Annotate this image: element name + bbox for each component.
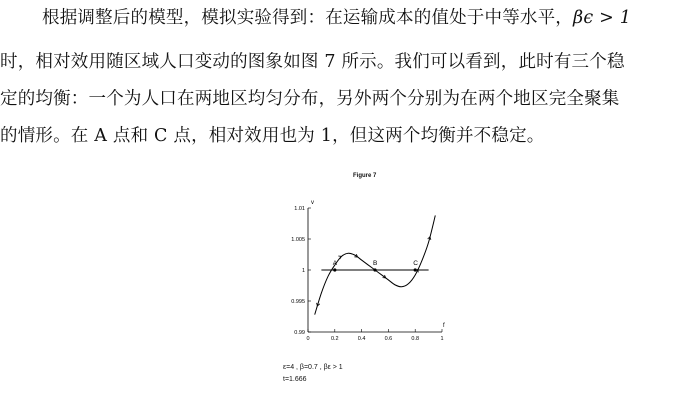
- y-tick-label: 1.01: [294, 206, 305, 212]
- chart-ticks: [291, 206, 443, 342]
- x-tick-label: 0: [306, 336, 310, 342]
- y-axis-label: v: [311, 200, 314, 206]
- point-label-b: B: [373, 260, 378, 267]
- y-tick-label: 0.99: [294, 330, 305, 336]
- point-label-a: A: [332, 260, 338, 267]
- figure-title: Figure 7: [353, 173, 377, 179]
- paragraph-line-2: 时，相对效用随区域人口变动的图象如图 7 所示。我们可以看到，此时有三个稳: [0, 52, 625, 72]
- chart-marks: [317, 237, 431, 306]
- figure-params-line-2: t=1.666: [283, 376, 307, 383]
- y-tick-label: 0.995: [291, 299, 305, 305]
- equilibrium-point-b: [373, 268, 376, 271]
- x-tick-label: 0.2: [330, 336, 339, 342]
- paragraph-line-4: 的情形。在 A 点和 C 点，相对效用也为 1，但这两个均衡并不稳定。: [0, 126, 545, 146]
- inline-math-beta-epsilon: βϵ > 1: [573, 8, 632, 28]
- paragraph-line-1-text: 根据调整后的模型，模拟实验得到：在运输成本的值处于中等水平，: [42, 8, 573, 28]
- paragraph-line-3: 定的均衡：一个为人口在两地区均匀分布，另外两个分别为在两个地区完全聚集: [0, 89, 620, 109]
- x-tick-label: 1: [440, 336, 444, 342]
- paragraph-line-1: [42, 8, 631, 28]
- y-tick-label: 1.005: [291, 237, 305, 243]
- x-tick-label: 0.4: [357, 336, 366, 342]
- point-label-c: C: [413, 260, 418, 267]
- equilibrium-point-a: [333, 268, 336, 271]
- figure-7: [270, 170, 470, 400]
- equilibrium-point-c: [414, 268, 417, 271]
- x-tick-label: 0.6: [384, 336, 393, 342]
- x-tick-label: 0.8: [411, 336, 420, 342]
- figure-7-chart: [270, 170, 470, 370]
- figure-params-line-1: ε=4 , β=0.7 , βε > 1: [283, 364, 343, 371]
- y-tick-label: 1: [301, 268, 305, 274]
- x-axis-label: f: [443, 323, 445, 329]
